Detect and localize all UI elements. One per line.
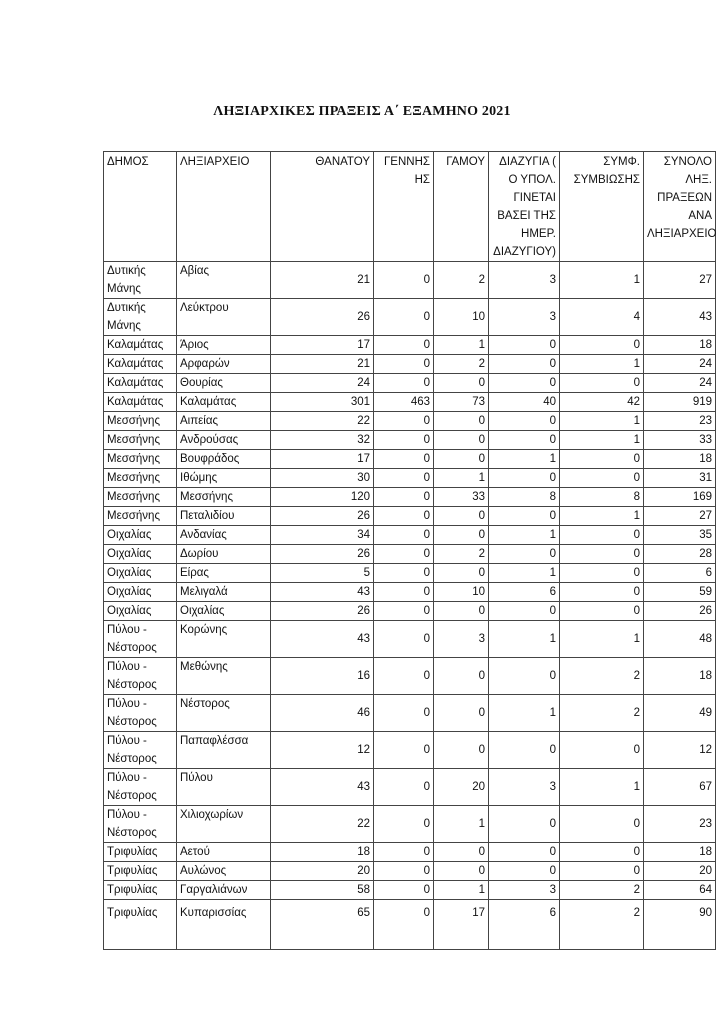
cell-symfono: 0 [560,526,644,545]
cell-lixiarxeio: Οιχαλίας [177,602,271,621]
cell-diazygia: 0 [489,862,560,881]
cell-dimos: Μεσσήνης [104,431,177,450]
cell-gennisis: 0 [374,450,434,469]
cell-lixiarxeio: Άριος [177,336,271,355]
cell-symfono: 8 [560,488,644,507]
cell-symfono: 2 [560,658,644,695]
cell-gennisis: 0 [374,431,434,450]
cell-lixiarxeio: Αβίας [177,262,271,299]
cell-symfono: 2 [560,695,644,732]
cell-synolo: 33 [644,431,716,450]
cell-symfono: 1 [560,769,644,806]
cell-lixiarxeio: Παπαφλέσσα [177,732,271,769]
cell-diazygia: 0 [489,806,560,843]
table-row [104,488,716,507]
cell-gennisis: 0 [374,769,434,806]
cell-dimos: Δυτικής Μάνης [104,262,177,299]
cell-gamou: 0 [434,450,489,469]
cell-dimos: Καλαμάτας [104,336,177,355]
cell-thanatou: 26 [271,602,374,621]
cell-thanatou: 301 [271,393,374,412]
cell-dimos: Δυτικής Μάνης [104,299,177,336]
cell-dimos: Μεσσήνης [104,450,177,469]
table-row [104,431,716,450]
cell-symfono: 1 [560,355,644,374]
cell-thanatou: 17 [271,450,374,469]
cell-lixiarxeio: Θουρίας [177,374,271,393]
cell-gamou: 0 [434,695,489,732]
cell-diazygia: 0 [489,843,560,862]
cell-lixiarxeio: Αυλώνος [177,862,271,881]
cell-diazygia: 1 [489,695,560,732]
cell-dimos: Πύλου - Νέστορος [104,732,177,769]
cell-lixiarxeio: Κορώνης [177,621,271,658]
cell-gamou: 20 [434,769,489,806]
cell-lixiarxeio: Καλαμάτας [177,393,271,412]
cell-synolo: 6 [644,564,716,583]
cell-thanatou: 120 [271,488,374,507]
table-row [104,262,716,299]
table-row [104,469,716,488]
cell-gamou: 1 [434,881,489,900]
cell-diazygia: 6 [489,900,560,950]
cell-symfono: 0 [560,602,644,621]
cell-dimos: Μεσσήνης [104,488,177,507]
cell-gamou: 0 [434,374,489,393]
cell-thanatou: 20 [271,862,374,881]
table-row [104,374,716,393]
cell-dimos: Καλαμάτας [104,393,177,412]
cell-thanatou: 58 [271,881,374,900]
cell-synolo: 59 [644,583,716,602]
cell-thanatou: 43 [271,621,374,658]
cell-symfono: 0 [560,564,644,583]
header-gamou: ΓΑΜΟΥ [434,152,489,262]
cell-diazygia: 0 [489,507,560,526]
cell-diazygia: 0 [489,545,560,564]
cell-gamou: 0 [434,431,489,450]
cell-synolo: 23 [644,412,716,431]
cell-lixiarxeio: Είρας [177,564,271,583]
cell-diazygia: 3 [489,881,560,900]
cell-dimos: Τριφυλίας [104,843,177,862]
cell-diazygia: 0 [489,431,560,450]
cell-lixiarxeio: Πύλου [177,769,271,806]
cell-synolo: 90 [644,900,716,950]
cell-diazygia: 0 [489,355,560,374]
cell-lixiarxeio: Αρφαρών [177,355,271,374]
cell-dimos: Πύλου - Νέστορος [104,621,177,658]
cell-thanatou: 32 [271,431,374,450]
cell-synolo: 20 [644,862,716,881]
cell-lixiarxeio: Αιπείας [177,412,271,431]
cell-synolo: 23 [644,806,716,843]
cell-synolo: 919 [644,393,716,412]
cell-synolo: 18 [644,336,716,355]
header-symfono: ΣΥΜΦ. ΣΥΜΒΙΩΣΗΣ [560,152,644,262]
cell-lixiarxeio: Λεύκτρου [177,299,271,336]
table-row [104,336,716,355]
cell-dimos: Καλαμάτας [104,374,177,393]
cell-dimos: Τριφυλίας [104,881,177,900]
cell-lixiarxeio: Δωρίου [177,545,271,564]
cell-gennisis: 0 [374,695,434,732]
cell-dimos: Οιχαλίας [104,564,177,583]
cell-lixiarxeio: Χιλιοχωρίων [177,806,271,843]
cell-diazygia: 6 [489,583,560,602]
table-row [104,621,716,658]
cell-dimos: Οιχαλίας [104,545,177,564]
cell-thanatou: 17 [271,336,374,355]
cell-thanatou: 24 [271,374,374,393]
cell-dimos: Μεσσήνης [104,507,177,526]
cell-gamou: 0 [434,602,489,621]
cell-synolo: 27 [644,507,716,526]
cell-gamou: 0 [434,412,489,431]
cell-dimos: Πύλου - Νέστορος [104,769,177,806]
cell-symfono: 0 [560,862,644,881]
cell-gennisis: 0 [374,545,434,564]
cell-synolo: 169 [644,488,716,507]
cell-diazygia: 3 [489,262,560,299]
cell-diazygia: 3 [489,769,560,806]
cell-lixiarxeio: Αετού [177,843,271,862]
cell-gamou: 0 [434,843,489,862]
cell-lixiarxeio: Μεθώνης [177,658,271,695]
cell-thanatou: 16 [271,658,374,695]
cell-dimos: Καλαμάτας [104,355,177,374]
cell-synolo: 24 [644,374,716,393]
cell-dimos: Οιχαλίας [104,526,177,545]
cell-lixiarxeio: Πεταλιδίου [177,507,271,526]
cell-lixiarxeio: Νέστορος [177,695,271,732]
cell-synolo: 49 [644,695,716,732]
cell-thanatou: 12 [271,732,374,769]
cell-gamou: 10 [434,299,489,336]
cell-thanatou: 26 [271,507,374,526]
cell-synolo: 26 [644,602,716,621]
cell-synolo: 35 [644,526,716,545]
cell-diazygia: 1 [489,621,560,658]
header-synolo: ΣΥΝΟΛΟ ΛΗΞ. ΠΡΑΞΕΩΝ ΑΝΑ ΛΗΞΙΑΡΧΕΙΟ [644,152,716,262]
cell-gennisis: 0 [374,262,434,299]
table-row [104,806,716,843]
cell-symfono: 1 [560,262,644,299]
cell-thanatou: 5 [271,564,374,583]
cell-gamou: 0 [434,526,489,545]
cell-symfono: 2 [560,881,644,900]
cell-symfono: 42 [560,393,644,412]
cell-symfono: 0 [560,843,644,862]
cell-synolo: 64 [644,881,716,900]
cell-symfono: 4 [560,299,644,336]
cell-lixiarxeio: Βουφράδος [177,450,271,469]
cell-diazygia: 0 [489,602,560,621]
cell-synolo: 24 [644,355,716,374]
cell-diazygia: 1 [489,526,560,545]
cell-synolo: 27 [644,262,716,299]
cell-gennisis: 0 [374,658,434,695]
cell-gamou: 73 [434,393,489,412]
cell-diazygia: 40 [489,393,560,412]
table-row [104,900,716,950]
page-title: ΛΗΞΙΑΡΧΙΚΕΣ ΠΡΑΞΕΙΣ Α΄ ΕΞΑΜΗΝΟ 2021 [213,104,511,119]
table-row [104,732,716,769]
cell-diazygia: 3 [489,299,560,336]
table-row [104,564,716,583]
cell-synolo: 48 [644,621,716,658]
header-lixiarxeio: ΛΗΞΙΑΡΧΕΙΟ [177,152,271,262]
cell-lixiarxeio: Ιθώμης [177,469,271,488]
cell-diazygia: 1 [489,450,560,469]
table-row [104,507,716,526]
cell-gamou: 3 [434,621,489,658]
cell-synolo: 28 [644,545,716,564]
cell-gamou: 0 [434,507,489,526]
cell-gennisis: 0 [374,374,434,393]
cell-thanatou: 30 [271,469,374,488]
table-row [104,526,716,545]
cell-gamou: 17 [434,900,489,950]
cell-lixiarxeio: Μεσσήνης [177,488,271,507]
cell-symfono: 1 [560,431,644,450]
cell-thanatou: 34 [271,526,374,545]
cell-thanatou: 22 [271,412,374,431]
cell-gamou: 0 [434,732,489,769]
cell-thanatou: 65 [271,900,374,950]
cell-synolo: 18 [644,658,716,695]
cell-thanatou: 26 [271,299,374,336]
cell-gennisis: 0 [374,564,434,583]
cell-gennisis: 0 [374,412,434,431]
table-row [104,583,716,602]
cell-thanatou: 43 [271,769,374,806]
cell-gennisis: 463 [374,393,434,412]
cell-gamou: 1 [434,806,489,843]
cell-dimos: Τριφυλίας [104,900,177,950]
table-row [104,658,716,695]
cell-diazygia: 8 [489,488,560,507]
cell-diazygia: 0 [489,658,560,695]
cell-dimos: Τριφυλίας [104,862,177,881]
cell-gennisis: 0 [374,526,434,545]
cell-dimos: Μεσσήνης [104,412,177,431]
cell-synolo: 67 [644,769,716,806]
table-row [104,862,716,881]
cell-thanatou: 26 [271,545,374,564]
cell-symfono: 0 [560,806,644,843]
table-row [104,843,716,862]
cell-gamou: 1 [434,336,489,355]
cell-symfono: 1 [560,507,644,526]
cell-gamou: 0 [434,658,489,695]
cell-gamou: 1 [434,469,489,488]
cell-gennisis: 0 [374,583,434,602]
cell-dimos: Μεσσήνης [104,469,177,488]
cell-synolo: 12 [644,732,716,769]
header-dimos: ΔΗΜΟΣ [104,152,177,262]
cell-symfono: 2 [560,900,644,950]
cell-gennisis: 0 [374,621,434,658]
cell-gamou: 2 [434,262,489,299]
table-row [104,412,716,431]
cell-gennisis: 0 [374,900,434,950]
cell-synolo: 18 [644,843,716,862]
cell-gamou: 2 [434,355,489,374]
cell-gennisis: 0 [374,806,434,843]
cell-gennisis: 0 [374,336,434,355]
cell-symfono: 0 [560,374,644,393]
cell-gamou: 33 [434,488,489,507]
cell-dimos: Οιχαλίας [104,602,177,621]
cell-lixiarxeio: Μελιγαλά [177,583,271,602]
civil-records-table [103,151,716,950]
table-row [104,545,716,564]
table-row [104,450,716,469]
cell-diazygia: 0 [489,469,560,488]
cell-gennisis: 0 [374,862,434,881]
cell-symfono: 1 [560,621,644,658]
header-diazygia: ΔΙΑΖΥΓΙΑ ( Ο ΥΠΟΛ. ΓΙΝΕΤΑΙ ΒΑΣΕΙ ΤΗΣ ΗΜΕΡ. ΔΙΑΖΥΓΙΟΥ) [489,152,560,262]
cell-gennisis: 0 [374,843,434,862]
cell-symfono: 0 [560,545,644,564]
cell-gamou: 10 [434,583,489,602]
cell-dimos: Πύλου - Νέστορος [104,695,177,732]
cell-gamou: 2 [434,545,489,564]
header-gennisis: ΓΕΝΝΗΣ ΗΣ [374,152,434,262]
cell-diazygia: 0 [489,412,560,431]
cell-thanatou: 43 [271,583,374,602]
cell-diazygia: 0 [489,732,560,769]
cell-gennisis: 0 [374,488,434,507]
cell-thanatou: 46 [271,695,374,732]
cell-diazygia: 1 [489,564,560,583]
cell-gennisis: 0 [374,602,434,621]
cell-lixiarxeio: Ανδρούσας [177,431,271,450]
cell-gennisis: 0 [374,881,434,900]
table-row [104,602,716,621]
cell-gennisis: 0 [374,732,434,769]
cell-lixiarxeio: Κυπαρισσίας [177,900,271,950]
cell-symfono: 0 [560,469,644,488]
table-row [104,393,716,412]
cell-synolo: 31 [644,469,716,488]
cell-gennisis: 0 [374,355,434,374]
cell-thanatou: 18 [271,843,374,862]
table-row [104,355,716,374]
header-thanatou: ΘΑΝΑΤΟΥ [271,152,374,262]
cell-diazygia: 0 [489,374,560,393]
table-row [104,881,716,900]
cell-symfono: 0 [560,450,644,469]
cell-symfono: 0 [560,583,644,602]
cell-thanatou: 21 [271,355,374,374]
cell-symfono: 0 [560,336,644,355]
cell-diazygia: 0 [489,336,560,355]
cell-gamou: 0 [434,564,489,583]
cell-gennisis: 0 [374,507,434,526]
cell-synolo: 43 [644,299,716,336]
cell-symfono: 1 [560,412,644,431]
cell-gamou: 0 [434,862,489,881]
cell-gennisis: 0 [374,469,434,488]
cell-dimos: Οιχαλίας [104,583,177,602]
table-row [104,299,716,336]
header-row [104,152,716,262]
table-row [104,769,716,806]
cell-symfono: 0 [560,732,644,769]
cell-gennisis: 0 [374,299,434,336]
table-row [104,695,716,732]
cell-thanatou: 21 [271,262,374,299]
cell-lixiarxeio: Γαργαλιάνων [177,881,271,900]
cell-dimos: Πύλου - Νέστορος [104,806,177,843]
cell-synolo: 18 [644,450,716,469]
cell-thanatou: 22 [271,806,374,843]
cell-lixiarxeio: Ανδανίας [177,526,271,545]
cell-dimos: Πύλου - Νέστορος [104,658,177,695]
